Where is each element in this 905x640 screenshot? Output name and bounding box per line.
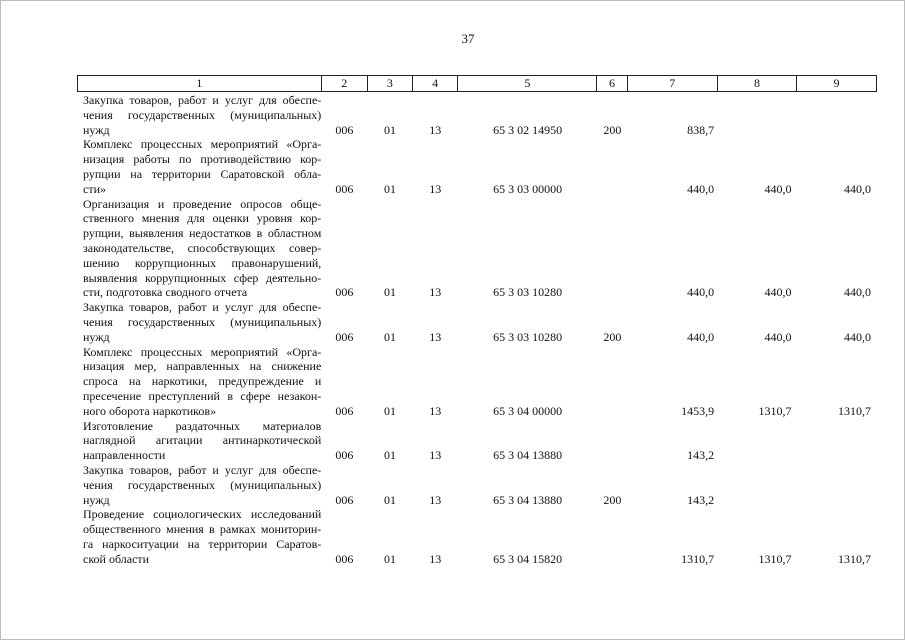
target-article-code: 65 3 03 00000 xyxy=(493,181,563,196)
amount-year-1: 1310,7 xyxy=(681,551,715,566)
amount-year-2: 1310,7 xyxy=(758,551,792,566)
amount-year-1: 440,0 xyxy=(687,329,715,344)
description-line: Комплекс процессных мероприятий «Орга- xyxy=(83,137,322,152)
target-article-code: 65 3 03 10280 xyxy=(493,329,563,344)
section-code: 01 xyxy=(384,181,397,196)
description-line: чения государственных (муниципальных) xyxy=(83,477,322,492)
description-line: законодательстве, способствующих совер- xyxy=(83,240,322,255)
table-header xyxy=(77,75,877,92)
amount-year-1: 440,0 xyxy=(687,285,715,300)
row-description xyxy=(77,300,321,344)
table-row xyxy=(77,419,877,463)
amount-year-3: 1310,7 xyxy=(838,403,871,418)
subsection-code: 13 xyxy=(429,551,442,566)
table-row xyxy=(77,463,877,507)
description-line: Проведение социологических исследований xyxy=(83,507,322,522)
description-line: Закупка товаров, работ и услуг для обеспе- xyxy=(83,300,322,315)
section-code: 01 xyxy=(384,448,397,463)
amount-year-2: 440,0 xyxy=(764,181,792,196)
description-line: нужд xyxy=(83,492,110,507)
header-col-8: 8 xyxy=(718,76,797,91)
description-line: спроса на наркотики, предупреждение и xyxy=(83,374,322,389)
subsection-code: 13 xyxy=(429,448,442,463)
header-col-4: 4 xyxy=(413,76,458,91)
target-article-code: 65 3 04 00000 xyxy=(493,403,563,418)
description-line: Закупка товаров, работ и услуг для обеспе- xyxy=(83,462,322,477)
description-line: низация работы по противодействию кор- xyxy=(83,152,322,167)
amount-year-3: 1310,7 xyxy=(838,551,871,566)
amount-year-1: 1453,9 xyxy=(681,403,715,418)
description-line: чения государственных (муниципальных) xyxy=(83,107,322,122)
subsection-code: 13 xyxy=(429,122,442,137)
page-number: 37 xyxy=(461,31,475,46)
target-article-code: 65 3 04 13880 xyxy=(493,492,563,507)
description-line: Закупка товаров, работ и услуг для обеспе- xyxy=(83,93,322,107)
description-line: пресечение преступлений в сфере незакон- xyxy=(83,388,322,403)
ministry-code: 006 xyxy=(335,285,354,300)
subsection-code: 13 xyxy=(429,181,442,196)
row-description xyxy=(77,197,321,301)
ministry-code: 006 xyxy=(335,551,354,566)
description-line: сти» xyxy=(83,181,106,196)
section-code: 01 xyxy=(384,492,397,507)
table-body xyxy=(77,93,877,567)
description-line: нужд xyxy=(83,329,110,344)
header-col-1: 1 xyxy=(78,76,322,91)
header-col-6: 6 xyxy=(597,76,627,91)
subsection-code: 13 xyxy=(429,329,442,344)
target-article-code: 65 3 04 13880 xyxy=(493,448,563,463)
description-line: ской области xyxy=(83,551,150,566)
row-description xyxy=(77,507,321,566)
section-code: 01 xyxy=(384,329,397,344)
description-line: га наркоситуации на территории Саратов- xyxy=(83,536,322,551)
amount-year-3: 440,0 xyxy=(844,285,871,300)
table-row xyxy=(77,197,877,301)
amount-year-3: 440,0 xyxy=(844,329,871,344)
subsection-code: 13 xyxy=(429,285,442,300)
description-line: ственного мнения для оценки уровня кор- xyxy=(83,211,322,226)
amount-year-2: 440,0 xyxy=(764,329,792,344)
table-row xyxy=(77,93,877,137)
description-line: рупции на территории Саратовской обла- xyxy=(83,166,322,181)
description-line: чения государственных (муниципальных) xyxy=(83,314,322,329)
description-line: низация мер, направленных на снижение xyxy=(83,359,322,374)
header-col-3: 3 xyxy=(368,76,413,91)
header-col-5: 5 xyxy=(458,76,597,91)
row-description xyxy=(77,345,321,419)
row-description xyxy=(77,93,321,137)
amount-year-1: 143,2 xyxy=(687,448,715,463)
header-col-2: 2 xyxy=(322,76,368,91)
description-line: ного оборота наркотиков» xyxy=(83,403,217,418)
description-line: направленности xyxy=(83,448,166,463)
description-line: сти, подготовка сводного отчета xyxy=(83,285,248,300)
row-description xyxy=(77,463,321,507)
description-line: Комплекс процессных мероприятий «Орга- xyxy=(83,344,322,359)
row-description xyxy=(77,419,321,463)
subsection-code: 13 xyxy=(429,403,442,418)
description-line: наглядной агитации антинаркотической xyxy=(83,433,322,448)
ministry-code: 006 xyxy=(335,448,354,463)
table-row xyxy=(77,300,877,344)
header-col-7: 7 xyxy=(628,76,718,91)
description-line: нужд xyxy=(83,122,110,137)
description-line: общественного мнения в рамках мониторин- xyxy=(83,522,322,537)
amount-year-1: 440,0 xyxy=(687,181,715,196)
target-article-code: 65 3 02 14950 xyxy=(493,122,563,137)
subsection-code: 13 xyxy=(429,492,442,507)
ministry-code: 006 xyxy=(335,122,354,137)
ministry-code: 006 xyxy=(335,329,354,344)
expense-type-code: 200 xyxy=(603,122,622,137)
amount-year-1: 143,2 xyxy=(687,492,715,507)
ministry-code: 006 xyxy=(335,181,354,196)
header-col-9: 9 xyxy=(833,76,840,90)
description-line: шению коррупционных правонарушений, xyxy=(83,255,322,270)
section-code: 01 xyxy=(384,285,397,300)
section-code: 01 xyxy=(384,551,397,566)
description-line: Организация и проведение опросов обще- xyxy=(83,196,322,211)
description-line: рупции, выявления недостатков в областном xyxy=(83,226,322,241)
amount-year-2: 440,0 xyxy=(764,285,792,300)
table-row xyxy=(77,507,877,566)
amount-year-1: 838,7 xyxy=(687,122,715,137)
description-line: выявления коррупционных сфер деятельно- xyxy=(83,270,322,285)
table-row xyxy=(77,345,877,419)
table-row xyxy=(77,137,877,196)
section-code: 01 xyxy=(384,403,397,418)
target-article-code: 65 3 04 15820 xyxy=(493,551,563,566)
target-article-code: 65 3 03 10280 xyxy=(493,285,563,300)
expense-type-code: 200 xyxy=(603,329,622,344)
ministry-code: 006 xyxy=(335,492,354,507)
amount-year-3: 440,0 xyxy=(844,181,871,196)
section-code: 01 xyxy=(384,122,397,137)
amount-year-2: 1310,7 xyxy=(758,403,792,418)
row-description xyxy=(77,137,321,196)
description-line: Изготовление раздаточных материалов xyxy=(83,418,322,433)
ministry-code: 006 xyxy=(335,403,354,418)
expense-type-code: 200 xyxy=(603,492,622,507)
